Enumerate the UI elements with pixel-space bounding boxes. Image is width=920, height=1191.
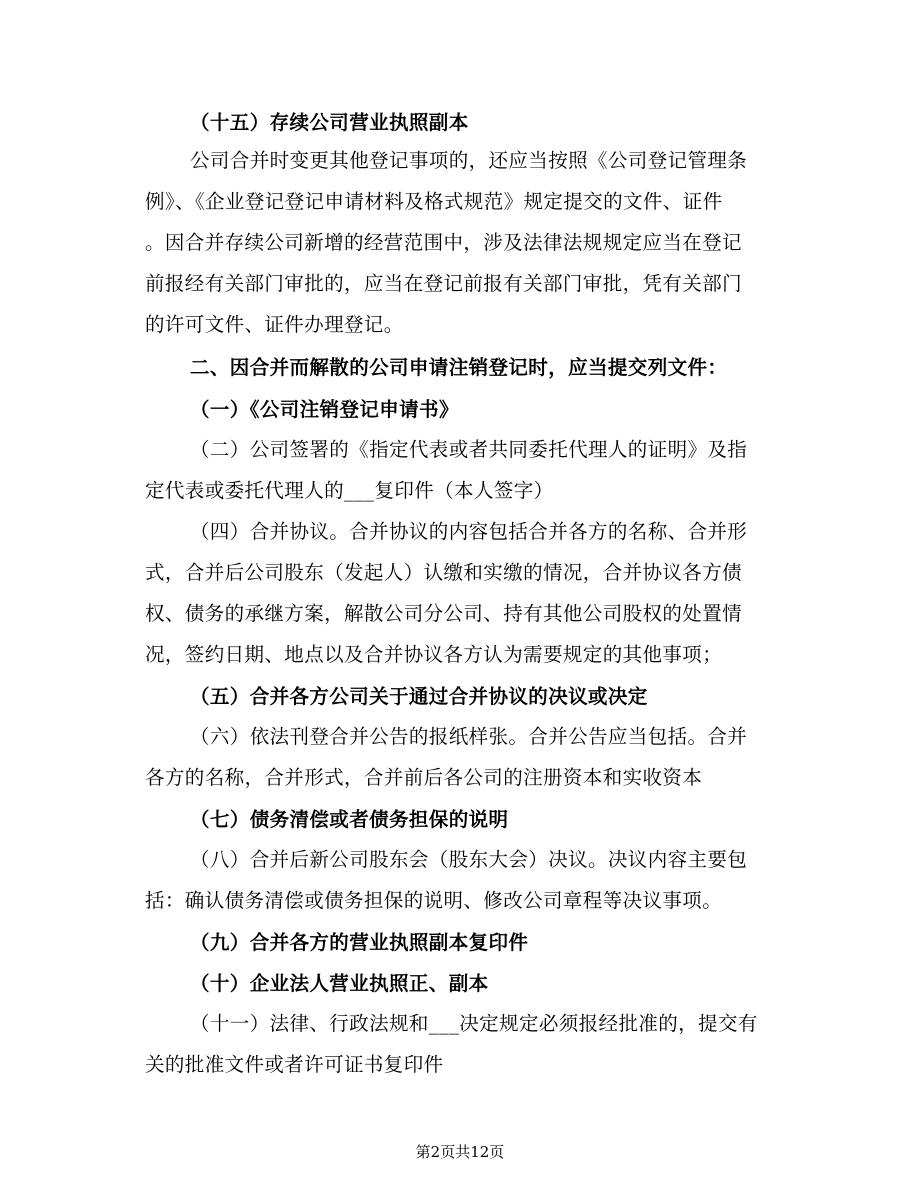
paragraph-line: 的许可文件、证件办理登记。 [145, 313, 404, 336]
paragraph-line: （四）合并协议。合并协议的内容包括合并各方的名称、合并形 [190, 520, 748, 543]
paragraph-line: 。因合并存续公司新增的经营范围中，涉及法律法规规定应当在登记 [145, 231, 743, 254]
section-heading: （七）债务清偿或者债务担保的说明 [190, 808, 509, 831]
paragraph-line: 前报经有关部门审批的，应当在登记前报有关部门审批，凭有关部门 [145, 272, 743, 295]
paragraph-line: 况，签约日期、地点以及合并协议各方认为需要规定的其他事项； [145, 643, 723, 666]
paragraph-line: 括：确认债务清偿或债务担保的说明、修改公司章程等决议事项。 [145, 889, 723, 912]
paragraph-line: （二）公司签署的《指定代表或者共同委托代理人的证明》及指 [190, 438, 748, 461]
paragraph-line: 公司合并时变更其他登记事项的，还应当按照《公司登记管理条 [190, 149, 748, 172]
paragraph-line: 权、债务的承继方案，解散公司分公司、持有其他公司股权的处置情 [145, 602, 743, 625]
paragraph-line: （六）依法刊登合并公告的报纸样张。合并公告应当包括。合并 [190, 725, 748, 748]
paragraph-line: 定代表或委托代理人的___复印件（本人签字） [145, 479, 554, 502]
paragraph-line: （八）合并后新公司股东会（股东大会）决议。决议内容主要包 [190, 848, 748, 871]
section-heading: （九）合并各方的营业执照副本复印件 [190, 931, 529, 954]
paragraph-line: 关的批准文件或者许可证书复印件 [145, 1053, 444, 1076]
paragraph-line: 例》、《企业登记登记申请材料及格式规范》规定提交的文件、证件 [145, 190, 723, 213]
paragraph-line: 各方的名称，合并形式，合并前后各公司的注册资本和实收资本 [145, 766, 703, 789]
section-heading: （十五）存续公司营业执照副本 [190, 111, 469, 134]
page-number-footer: 第2页共12页 [415, 1143, 505, 1161]
section-heading: （十）企业法人营业执照正、副本 [190, 972, 489, 995]
paragraph-line: 式，合并后公司股东（发起人）认缴和实缴的情况，合并协议各方债 [145, 561, 743, 584]
section-heading: 二、因合并而解散的公司申请注销登记时，应当提交列文件： [190, 356, 728, 379]
section-heading: （一）《公司注销登记申请书》 [190, 398, 459, 421]
paragraph-line: （十一）法律、行政法规和___决定规定必须报经批准的，提交有 [190, 1012, 758, 1035]
section-heading: （五）合并各方公司关于通过合并协议的决议或决定 [190, 685, 648, 708]
